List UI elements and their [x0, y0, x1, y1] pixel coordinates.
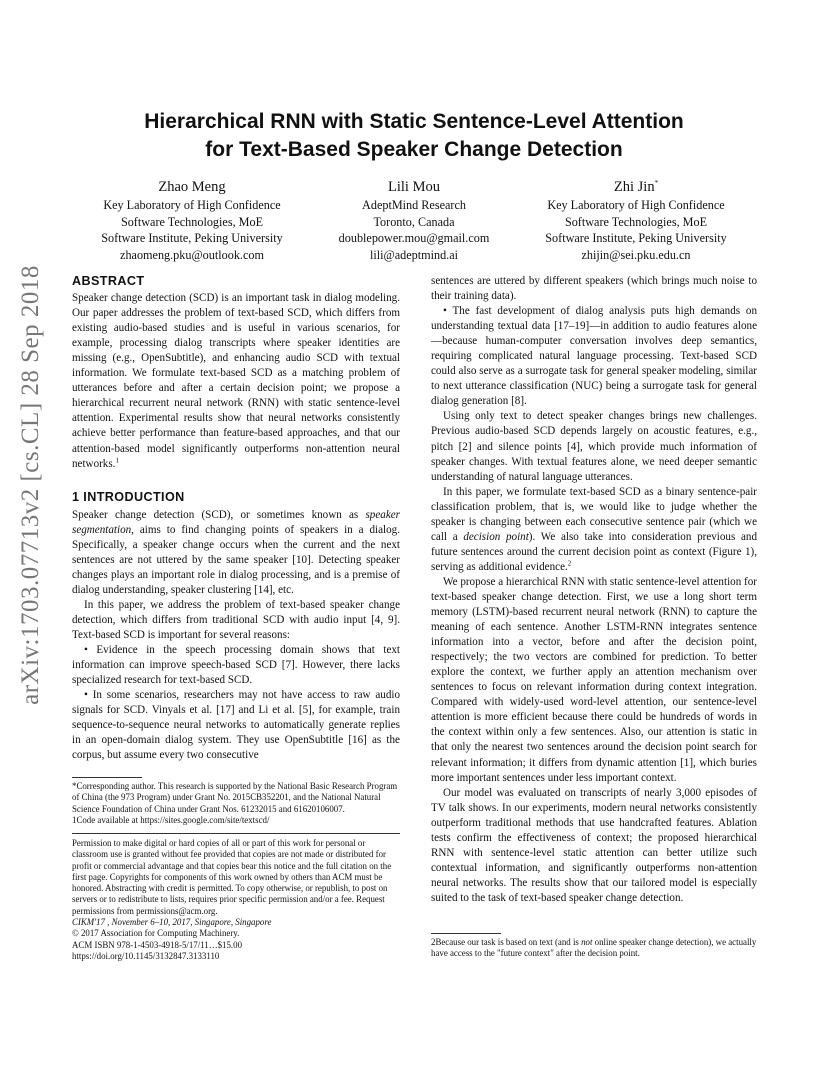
author-block-3	[516, 178, 756, 263]
footnote-mark: 1	[115, 455, 119, 464]
affiliation-line: AdeptMind Research	[362, 198, 466, 212]
paper-title	[60, 108, 768, 164]
author-email: zhaomeng.pku@outlook.com	[120, 247, 264, 262]
right-paragraph-4: Our model was evaluated on transcripts of nearly 3,000 episodes of TV talk shows. In our experiments, modern neural networks consistently outperform traditional methods that use handcrafted features. Ablation tests confirm the effectiveness of context; the proposed hierarchical RNN with sentence-level static attention can better utilize such contextual information, and significantly outperforms non-attention neural networks. The results show that our tailored model is especially suited to the task of text-based speaker change detection.	[431, 786, 757, 904]
arxiv-side-label: arXiv:1703.07713v2 [cs.CL] 28 Sep 2018	[17, 265, 44, 705]
right-paragraph-2: In this paper, we formulate text-based SCD as a binary sentence-pair classification problem, that is, we would like to judge whether the speaker is changing between each consecutive sentence pair (which we call a decision point). We also take into consideration previous and future sentences around the current decision point as context (Figure 1), serving as additional evidence.$^2$	[431, 485, 757, 573]
doi-line: https://doi.org/10.1145/3132847.3133110	[72, 950, 220, 961]
affiliation-line: Key Laboratory of High Confidence	[547, 198, 725, 212]
corresponding-mark: *	[654, 179, 659, 188]
conference-venue: CIKM'17 , November 6–10, 2017, Singapore, Singapore	[72, 917, 272, 928]
affiliation-line: Toronto, Canada	[373, 214, 455, 229]
author-block-1	[72, 178, 312, 263]
affiliation-line: Key Laboratory of High Confidence	[103, 198, 281, 212]
footnote-rule-right	[431, 933, 501, 934]
footnote-code: 1Code available at https://sites.google.com/site/textscd/	[72, 814, 270, 825]
affiliation-line: Software Institute, Peking University	[545, 231, 727, 245]
intro-bullet-1: • Evidence in the speech processing domain shows that text information can improve speech-based SCD [7]. However, there lacks specialized research for text-based SCD.	[72, 644, 400, 687]
footnote-right	[431, 937, 759, 960]
introduction-heading: 1 INTRODUCTION	[72, 489, 185, 504]
copyright-line: © 2017 Association for Computing Machinery.	[72, 928, 240, 939]
right-paragraph-3: We propose a hierarchical RNN with static sentence-level attention for text-based speaker change detection. First, we use a long short term memory (LSTM)-based recurrent neural network (RNN) to capture the meaning of each sentence. Another LSTM-RNN integrates sentence information into a vector, before and after the decision point, respectively; the two vectors are combined for prediction. To better explore the context, we further apply an attention mechanism over sentences to focus on relevant information during context integration. Compared with widely-used word-level attention, our sentence-level attention is more efficient because there could be hundreds of words in the context within only a few sentences. Also, our attention is static in that only the nearest two sentences around the decision point search for relevant information; it differs from dynamic attention [1], which buries more important sentences under less important context.	[431, 575, 757, 784]
footnote-future-context: 2Because our task is based on text (and is not online speaker change detection), we actually have access to the "future context" after the decision point.	[431, 937, 757, 959]
permission-text: Permission to make digital or hard copies of all or part of this work for personal or classroom use is granted without fee provided that copies are not made or distributed for profit or commercial advantage and that copies bear this notice and the full citation on the first page. Copyrights for components of this work owned by others than ACM must be honored. Abstracting with credit is permitted. To copy otherwise, or republish, to post on servers or to redistribute to lists, requires prior specific permission and/or a fee. Request permissions from permissions@acm.org.	[72, 838, 392, 916]
intro-paragraph-2: In this paper, we address the problem of text-based speaker change detection, which differs from traditional SCD with audio input [4, 9]. Text-based SCD is important for several reasons:	[72, 598, 400, 642]
footnote-rule	[72, 777, 142, 778]
author-email: zhijin@sei.pku.edu.cn	[581, 247, 691, 262]
intro-bullet-2: • In some scenarios, researchers may not have access to raw audio signals for SCD. Vinyals et al. [17] and Li et al. [5], for example, train sequence-to-sequence neural networks to automatically generate replies in an open-domain dialog system. They use OpenSubtitle [16] as the corpus, but assume every two consecutive	[72, 689, 400, 762]
abstract-paragraph: Speaker change detection (SCD) is an important task in dialog modeling. Our paper addresses the problem of text-based SCD, which differs from existing audio-based studies and is useful in various scenarios, for example, processing dialog transcripts where speaker identities are missing (e.g., OpenSubtitle), and enhancing audio SCD with textual information. We formulate text-based SCD as a matching problem of utterances before and after a certain decision point; we propose a hierarchical recurrent neural network (RNN) with static sentence-level attention. Experimental results show that neural networks consistently achieve better performance than feature-based approaches, and that our attention-based model significantly outperforms non-attention neural networks.$^1$	[72, 292, 400, 470]
affiliation-line: Software Institute, Peking University	[101, 231, 283, 245]
title-line-2: for Text-Based Speaker Change Detection	[205, 138, 623, 161]
affiliation-line: Software Technologies, MoE	[564, 214, 708, 229]
author-name: Zhao Meng	[158, 179, 226, 195]
author-email: lili@adeptmind.ai	[369, 247, 459, 262]
author-email: doublepower.mou@gmail.com	[338, 231, 490, 245]
title-line-1: Hierarchical RNN with Static Sentence-Level Attention	[144, 110, 684, 133]
footnote-corresponding: *Corresponding author. This research is supported by the National Basic Research Program of China (the 973 Program) under Grant No. 2015CB352201, and the National Natural Science Foundation of China under Grant Nos. 61232015 and 61620106007.	[72, 781, 398, 814]
isbn-line: ACM ISBN 978-1-4503-4918-5/17/11…$15.00	[72, 939, 243, 950]
permission-rule	[72, 833, 400, 834]
footnotes-left	[72, 781, 402, 826]
footnote-mark: 2	[567, 559, 572, 568]
right-paragraph-0: sentences are uttered by different speakers (which brings much noise to their training data).	[431, 275, 757, 303]
intro-bullet-3: • The fast development of dialog analysis puts high demands on understanding textual data [17–19]—in addition to audio features alone—because human-computer conversation involves deep semantics, requiring complicated natural language processing. Text-based SCD could also serve as a surrogate task for general speaker modeling, similar to next utterance classification (NUC) being a surrogate task for general dialog generation [8].	[431, 305, 757, 408]
right-column	[431, 274, 757, 906]
author-block-2	[304, 178, 524, 263]
left-column	[72, 274, 400, 763]
permission-block	[72, 838, 402, 962]
intro-paragraph-1: Speaker change detection (SCD), or sometimes known as speaker segmentation, aims to find changing points of speakers in a dialog. Specifically, a speaker change occurs when the current and the next sentences are not uttered by the same speaker [10]. Detecting speaker changes plays an important role in dialog processing, and is a premise of dialog understanding, speaker clustering [14], etc.	[72, 508, 400, 596]
author-name: Zhi Jin*	[613, 179, 659, 195]
right-paragraph-1: Using only text to detect speaker changes brings new challenges. Previous audio-based SCD depends largely on acoustic features, e.g., pitch [2] and silence points [4], which provide much information of speaker changes. With textual features alone, we need deeper semantic understanding of natural language utterances.	[431, 410, 757, 483]
affiliation-line: Software Technologies, MoE	[120, 214, 264, 229]
author-name: Lili Mou	[388, 179, 440, 195]
abstract-heading: ABSTRACT	[72, 274, 145, 288]
